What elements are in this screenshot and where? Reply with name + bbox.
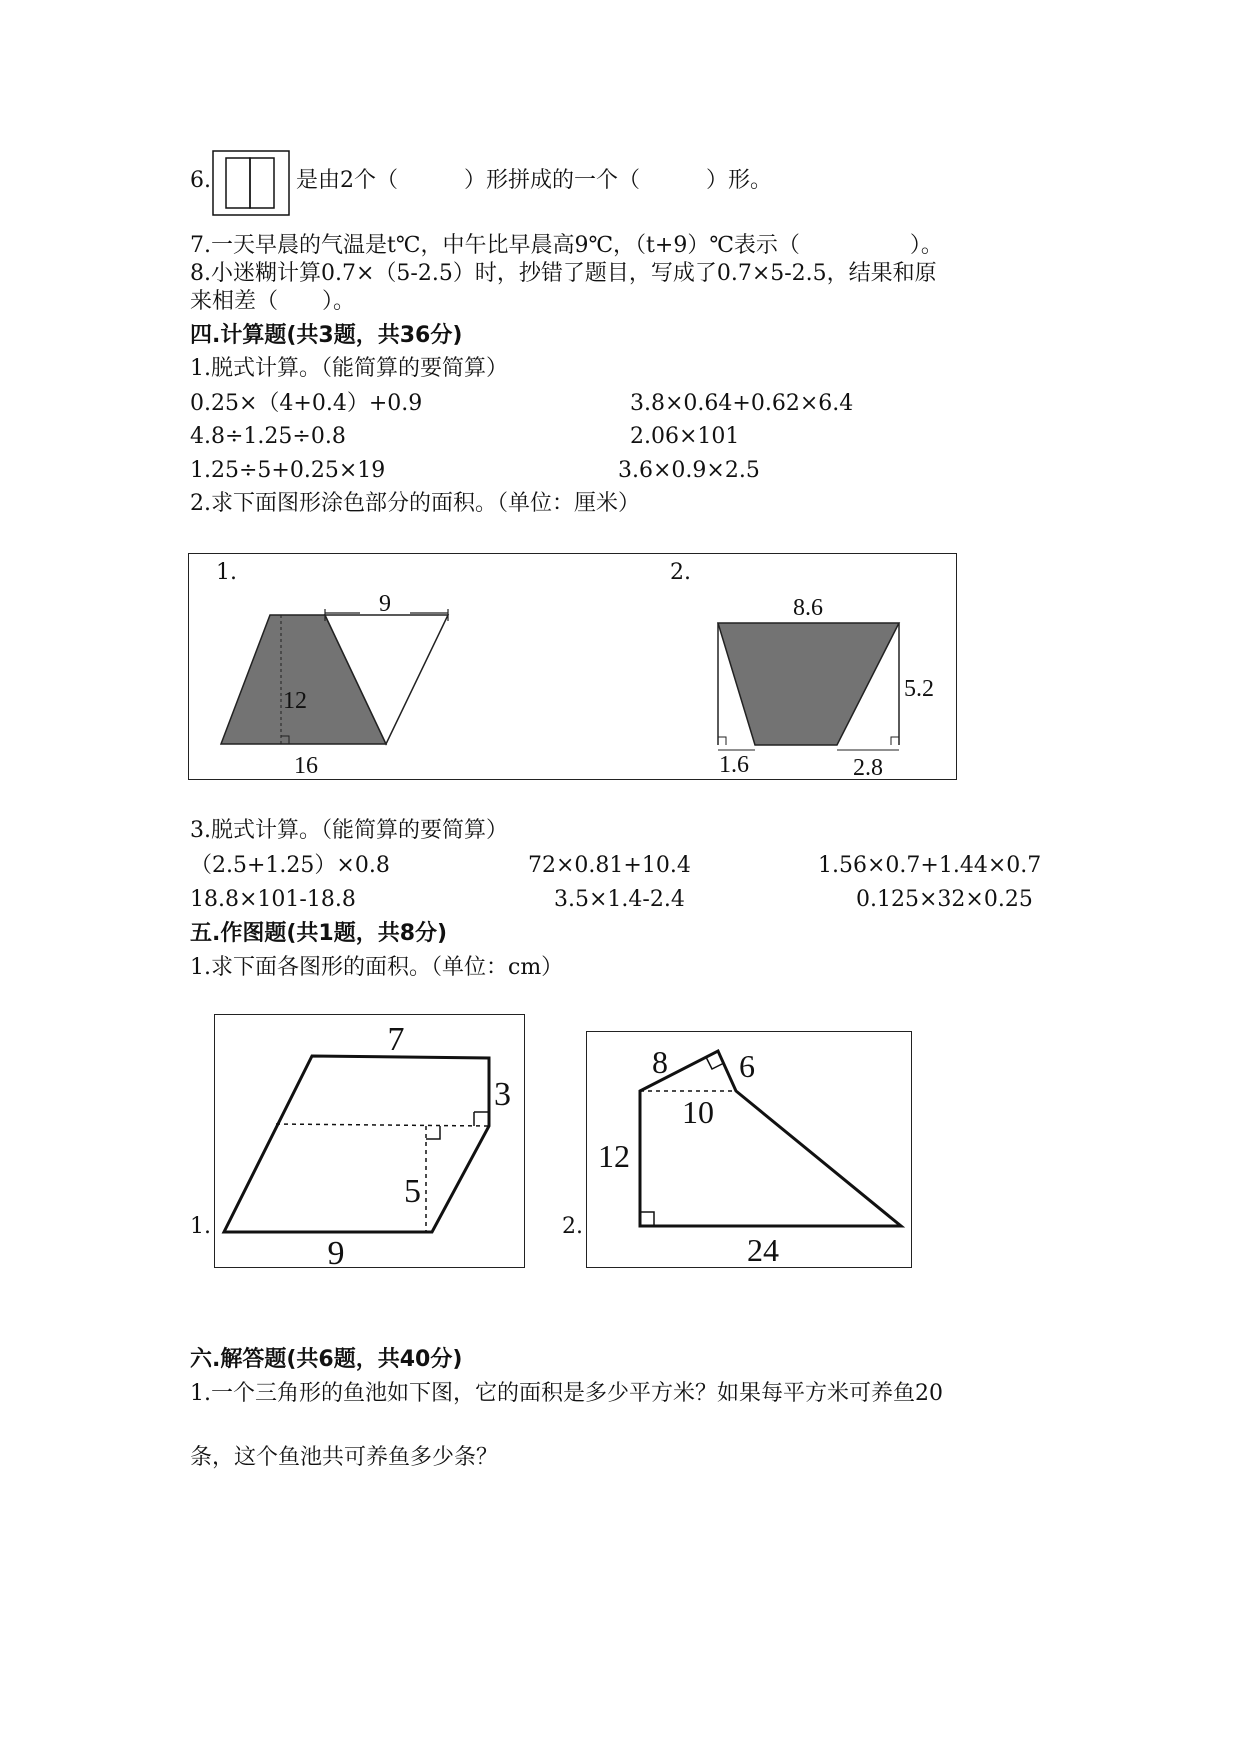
fig-a-height-label: 5 bbox=[404, 1173, 421, 1210]
q7-text: 7.一天早晨的气温是t℃，中午比早晨高9℃，（t+9）℃表示（ ）。 bbox=[190, 233, 943, 258]
s4-p1-item-4: 2.06×101 bbox=[630, 424, 740, 449]
section6-heading: 六.解答题(共6题，共40分) bbox=[190, 1347, 463, 1372]
s5-p1-title: 1.求下面各图形的面积。（单位：cm） bbox=[190, 955, 564, 980]
fig2-height-label: 5.2 bbox=[904, 676, 934, 702]
fig-a-top-label: 7 bbox=[387, 1021, 405, 1058]
s4-p1-item-2: 3.8×0.64+0.62×6.4 bbox=[630, 391, 854, 416]
q8-line1: 8.小迷糊计算0.7×（5-2.5）时，抄错了题目，写成了0.7×5-2.5，结果和原 bbox=[190, 261, 937, 286]
s4-p3-item-5: 3.5×1.4-2.4 bbox=[554, 887, 685, 912]
s4-p3-item-2: 72×0.81+10.4 bbox=[528, 853, 691, 878]
s4-p1-item-1: 0.25×（4+0.4）+0.9 bbox=[190, 391, 423, 416]
s4-p1-item-5: 1.25÷5+0.25×19 bbox=[190, 458, 386, 483]
s4-p1-item-6: 3.6×0.9×2.5 bbox=[618, 458, 760, 483]
s4-p2-title: 2.求下面图形涂色部分的面积。（单位：厘米） bbox=[190, 491, 640, 516]
area-figure-1 bbox=[214, 1014, 525, 1272]
s4-p1-title: 1.脱式计算。（能简算的要简算） bbox=[190, 356, 508, 381]
s4-p3-item-6: 0.125×32×0.25 bbox=[856, 887, 1033, 912]
fig-b-base-label: 24 bbox=[747, 1232, 779, 1268]
fig2-shaded-trapezoid bbox=[718, 623, 899, 745]
q6-rectangle-figure bbox=[212, 150, 292, 218]
shaded-area-figures bbox=[188, 553, 957, 780]
area-figure-2-label: 2. bbox=[562, 1214, 583, 1239]
area-figure-1-label: 1. bbox=[190, 1214, 211, 1239]
fig1-top-label: 9 bbox=[379, 591, 391, 617]
fig-a-side-label: 3 bbox=[494, 1076, 511, 1113]
s4-p3-item-3: 1.56×0.7+1.44×0.7 bbox=[818, 853, 1042, 878]
q8-line2: 来相差（ ）。 bbox=[190, 289, 356, 314]
section4-heading: 四.计算题(共3题，共36分) bbox=[190, 323, 463, 348]
fig1-height-label: 12 bbox=[283, 688, 307, 714]
fig1-label: 1. bbox=[216, 560, 237, 585]
fig-a-base-label: 9 bbox=[327, 1235, 345, 1272]
fig-b-a-label: 8 bbox=[652, 1044, 668, 1080]
s4-p1-item-3: 4.8÷1.25÷0.8 bbox=[190, 424, 346, 449]
fig2-left-label: 1.6 bbox=[719, 752, 749, 778]
fig-b-c-label: 10 bbox=[682, 1094, 714, 1130]
section5-heading: 五.作图题(共1题，共8分) bbox=[190, 921, 448, 946]
q6-number: 6. bbox=[190, 168, 211, 193]
q6-text: 是由2个（ ）形拼成的一个（ ）形。 bbox=[296, 168, 772, 193]
fig-parallelogram-outline bbox=[224, 1056, 489, 1232]
fig2-top-label: 8.6 bbox=[793, 595, 823, 621]
fig-b-height-label: 12 bbox=[598, 1138, 630, 1174]
fig1-base-label: 16 bbox=[294, 753, 318, 779]
s6-p1-line1: 1.一个三角形的鱼池如下图，它的面积是多少平方米？如果每平方米可养鱼20 bbox=[190, 1381, 943, 1406]
area-figure-2 bbox=[586, 1031, 912, 1268]
fig2-right-label: 2.8 bbox=[853, 755, 883, 781]
fig-dashed-midline bbox=[276, 1124, 489, 1126]
fig-b-b-label: 6 bbox=[739, 1048, 755, 1084]
s6-p1-line2: 条，这个鱼池共可养鱼多少条？ bbox=[190, 1445, 499, 1470]
fig2-label: 2. bbox=[670, 560, 691, 585]
s4-p3-title: 3.脱式计算。（能简算的要简算） bbox=[190, 818, 508, 843]
fig-pentagon-outline bbox=[640, 1051, 901, 1226]
s4-p3-item-4: 18.8×101-18.8 bbox=[190, 887, 356, 912]
s4-p3-item-1: （2.5+1.25）×0.8 bbox=[190, 853, 390, 878]
